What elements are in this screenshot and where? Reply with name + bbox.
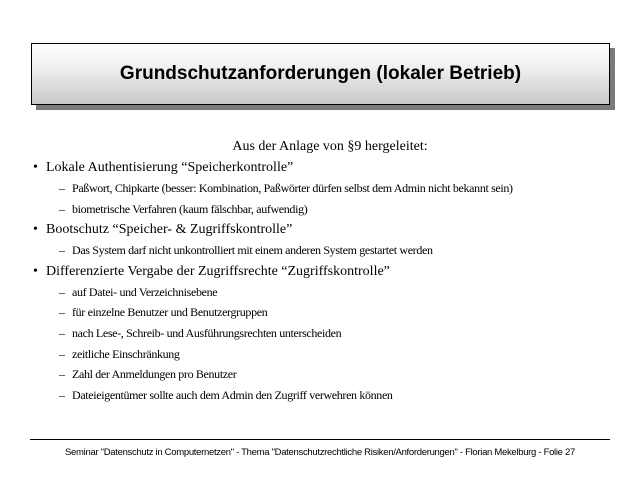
dash-icon: – [59,346,65,361]
sub-item [0,344,640,365]
sub-item [0,385,640,406]
sub-item [0,199,640,220]
sub-item [0,364,640,385]
bullet-item [0,157,640,178]
dash-icon: – [59,181,65,195]
intro-text: Aus der Anlage von §9 hergeleitet: [232,139,428,154]
dash-icon: – [59,367,65,382]
sub-item-text: Dateieigentümer sollte auch dem Admin den Zugriff verwehren können [72,387,393,402]
slide-footer: Seminar "Datenschutz in Computernetzen" - Thema "Datenschutzrechtliche Risiken/Anforderungen" - Florian Mekelburg - Folie 27 [65,447,575,458]
sub-item-text: auf Datei- und Verzeichnisebene [72,284,218,299]
bullet-text: Lokale Authentisierung “Speicherkontrolle” [46,160,294,175]
sub-item-text: für einzelne Benutzer und Benutzergruppen [72,305,268,320]
sub-item [0,178,640,199]
bullet-dot-icon: • [33,263,38,279]
title-box [31,43,610,105]
sub-item-text: Das System darf nicht unkontrolliert mit einem anderen System gestartet werden [72,243,433,258]
dash-icon: – [59,387,65,402]
bullet-dot-icon: • [33,160,38,175]
dash-icon: – [59,284,65,299]
slide-content [0,136,640,405]
bullet-dot-icon: • [33,222,38,238]
sub-item [0,302,640,323]
sub-item-text: biometrische Verfahren (kaum fälschbar, aufwendig) [72,201,308,216]
slide-title: Grundschutzanforderungen (lokaler Betrieb) [119,63,522,84]
bullet-text: Differenzierte Vergabe der Zugriffsrechte “Zugriffskontrolle” [46,263,390,279]
bullet-item [0,219,640,240]
dash-icon: – [59,325,65,340]
sub-item [0,240,640,261]
sub-item-text: Paßwort, Chipkarte (besser: Kombination, Paßwörter dürfen selbst dem Admin nicht bekannt sein) [72,181,513,195]
dash-icon: – [59,243,65,258]
dash-icon: – [59,201,65,216]
sub-item-text: Zahl der Anmeldungen pro Benutzer [72,367,237,382]
sub-item [0,282,640,303]
sub-item-text: zeitliche Einschränkung [72,346,180,361]
sub-item [0,323,640,344]
dash-icon: – [59,305,65,320]
sub-item-text: nach Lese-, Schreib- und Ausführungsrechten unterscheiden [72,325,342,340]
bullet-text: Bootschutz “Speicher- & Zugriffskontrolle” [46,222,293,238]
footer-divider [30,439,610,440]
bullet-item [0,261,640,282]
